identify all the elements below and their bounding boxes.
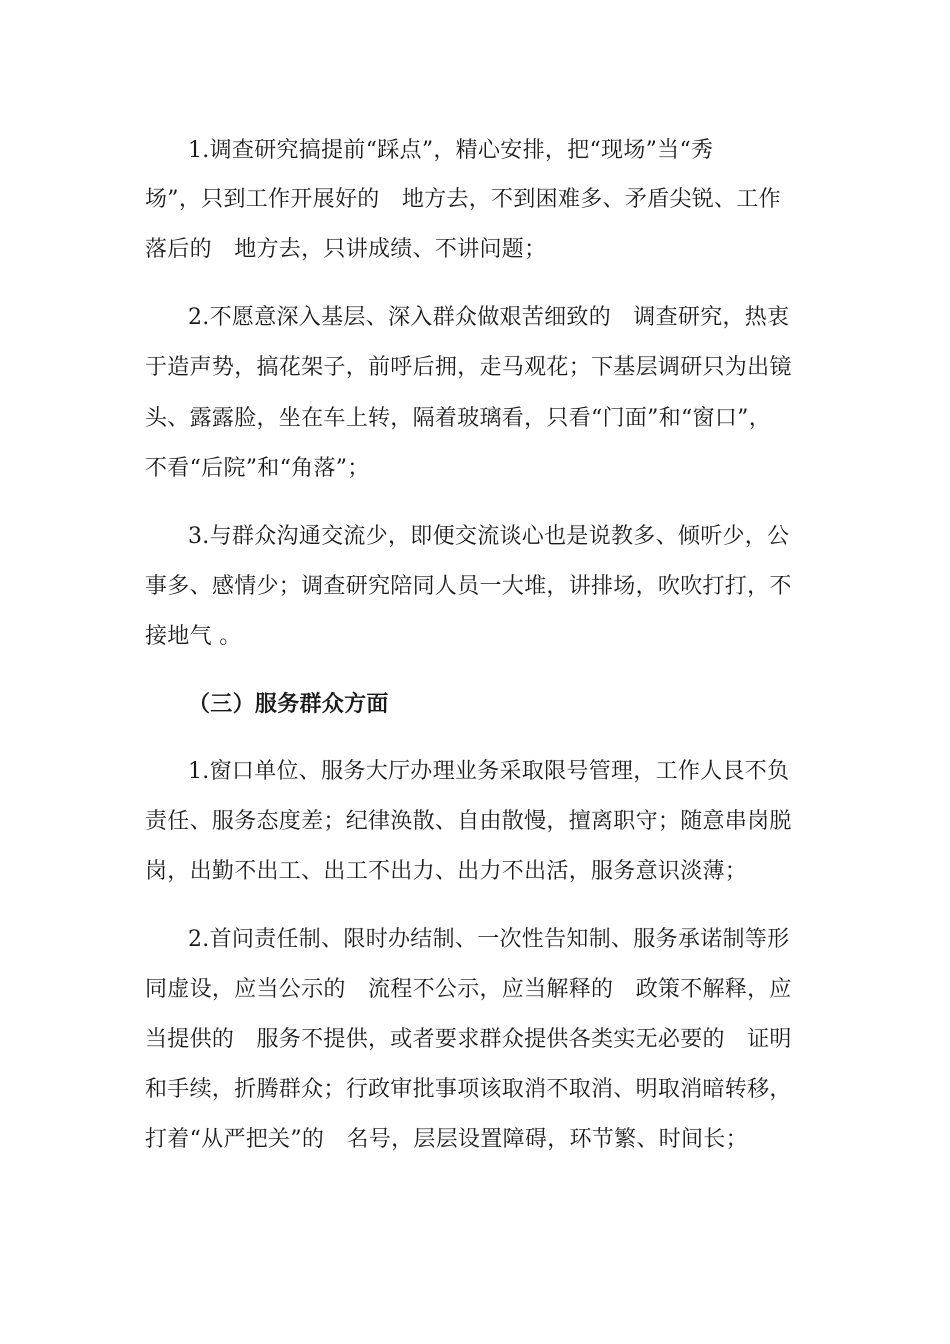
paragraph-line: 3.与群众沟通交流少，即便交流谈心也是说教多、倾听少，公 xyxy=(188,524,790,549)
paragraph-line: 不看“后院”和“角落”； xyxy=(145,456,370,481)
paragraph-line: 同虚设，应当公示的 流程不公示，应当解释的 政策不解释，应 xyxy=(145,977,792,1002)
paragraph-line: 责任、服务态度差；纪律涣散、自由散慢，擅离职守；随意串岗脱 xyxy=(145,809,792,834)
paragraph-line: 1.窗口单位、服务大厅办理业务采取限号管理，工作人艮不负 xyxy=(188,759,790,784)
paragraph-line: 1.调查研究搞提前“踩点”，精心安排，把“现场”当“秀 xyxy=(188,138,714,163)
paragraph-line: 事多、感情少；调查研究陪同人员一大堆，讲排场，吹吹打打，不 xyxy=(145,574,792,599)
paragraph-line: 头、露露脸，坐在车上转，隔着玻璃看，只看“门面”和“窗口”， xyxy=(145,406,771,431)
paragraph-line: 和手续，折腾群众；行政审批事项该取消不取消、明取消暗转移， xyxy=(145,1077,792,1102)
paragraph-line: 2.首问责任制、限时办结制、一次性告知制、服务承诺制等形 xyxy=(188,927,790,952)
paragraph-line: 当提供的 服务不提供，或者要求群众提供各类实无必要的 证明 xyxy=(145,1027,792,1052)
paragraph-line: 落后的 地方去，只讲成绩、不讲问题； xyxy=(145,237,547,262)
paragraph-line: 接地气 。 xyxy=(145,624,242,649)
section-heading: （三）服务群众方面 xyxy=(188,691,389,717)
paragraph-line: 于造声势，搞花架子，前呼后拥，走马观花；下基层调研只为出镜 xyxy=(145,355,792,380)
paragraph-line: 2.不愿意深入基层、深入群众做艰苦细致的 调查研究，热衷 xyxy=(188,305,790,330)
paragraph-line: 打着“从严把关”的 名号，层层设置障碍，环节繁、时间长； xyxy=(145,1127,748,1152)
paragraph-line: 场”，只到工作开展好的 地方去，不到困难多、矛盾尖锐、工作 xyxy=(145,187,781,212)
paragraph-line: 岗，出勤不出工、出工不出力、出力不出活，服务意识淡薄； xyxy=(145,859,748,884)
